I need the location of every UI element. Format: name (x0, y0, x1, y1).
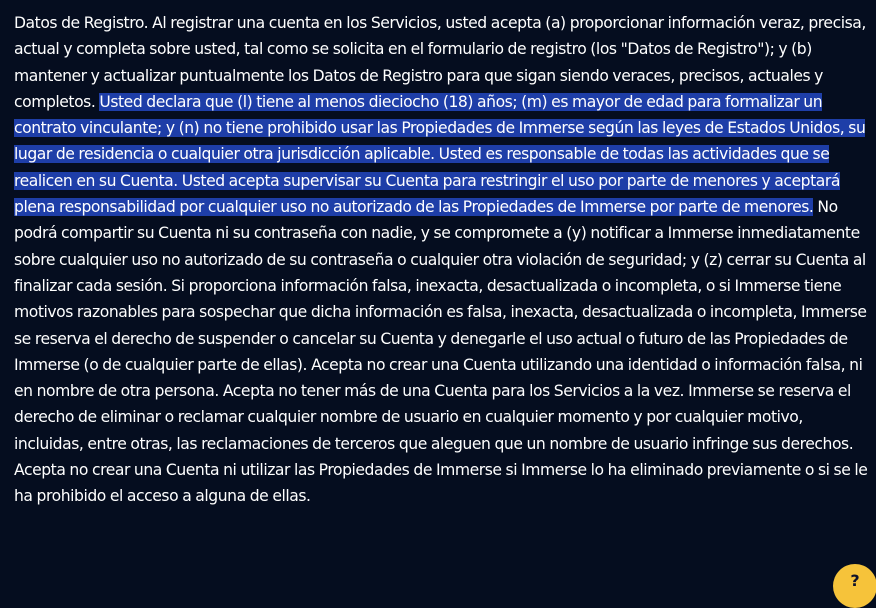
terms-text-selected[interactable]: Usted declara que (l) tiene al menos dieciocho (18) años; (m) es mayor de edad para formalizar un contrato vinculante; y (n) no tiene prohibido usar las Propiedades de Immerse según las leyes de Estados Unidos, su lugar de residencia o cualquier otra jurisdicción aplicable. Usted es responsable de todas las actividades que se realicen en su Cuenta. Usted acepta supervisar su Cuenta para restringir el uso por parte de menores y aceptará plena responsabilidad por cualquier uso no autorizado de las Propiedades de Immerse por parte de menores. (14, 92, 866, 217)
terms-paragraph (14, 10, 870, 510)
terms-text-before-selection: Datos de Registro. Al registrar una cuenta en los Servicios, usted acepta (a) proporcionar información veraz, precisa, actual y completa sobre usted, tal como se solicita en el formulario de registro (los "Datos de Registro"); y (b) mantener y actualizar puntualmente los Datos de Registro para que sigan siendo veraces, precisos, actuales y completos. (14, 14, 866, 111)
help-button[interactable] (833, 564, 876, 608)
help-icon: ? (850, 571, 860, 590)
terms-text-after-selection: No podrá compartir su Cuenta ni su contraseña con nadie, y se compromete a (y) notificar a Immerse inmediatamente sobre cualquier uso no autorizado de su contraseña o cualquier otra violación de seguridad; y (z) cerrar su Cuenta al finalizar cada sesión. Si proporciona información falsa, inexacta, desactualizada o incompleta, o si Immerse tiene motivos razonables para sospechar que dicha información es falsa, inexacta, desactualizada o incompleta, Immerse se reserva el derecho de suspender o cancelar su Cuenta y denegarle el uso actual o futuro de las Propiedades de Immerse (o de cualquier parte de ellas). Acepta no crear una Cuenta utilizando una identidad o información falsa, ni en nombre de otra persona. Acepta no tener más de una Cuenta para los Servicios a la vez. Immerse se reserva el derecho de eliminar o reclamar cualquier nombre de usuario en cualquier momento y por cualquier motivo, incluidas, entre otras, las reclamaciones de terceros que aleguen que un nombre de usuario infringe sus derechos. Acepta no crear una Cuenta ni utilizar las Propiedades de Immerse si Immerse lo ha eliminado previamente o si se le ha prohibido el acceso a alguna de ellas. (14, 198, 868, 506)
terms-content (14, 10, 870, 510)
